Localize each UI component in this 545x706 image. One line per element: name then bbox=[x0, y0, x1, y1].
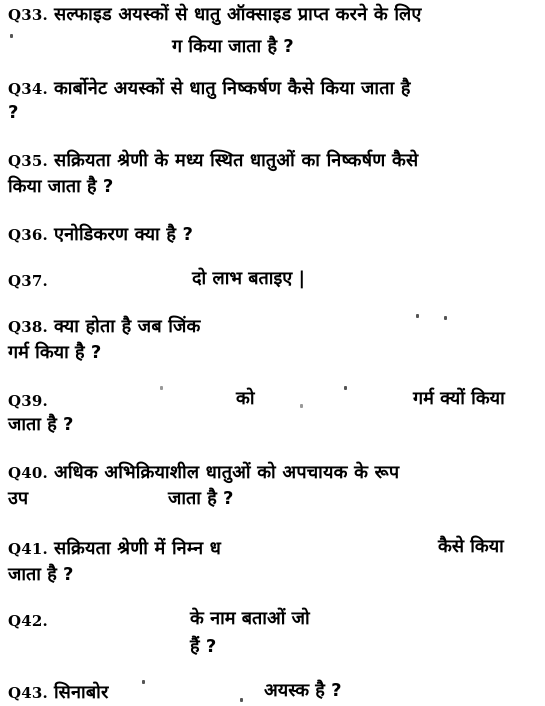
scan-artifact bbox=[444, 316, 447, 320]
question-q39 bbox=[8, 390, 54, 412]
question-q37 bbox=[8, 270, 54, 292]
question-q37-text: दो लाभ बताइए | bbox=[192, 268, 306, 289]
question-q38-line2: गर्म किया है ? bbox=[8, 342, 102, 363]
question-number: Q33. bbox=[8, 6, 48, 24]
question-q34-line2: ? bbox=[8, 102, 19, 123]
question-number: Q37. bbox=[8, 272, 48, 290]
question-q43-fragment: अयस्क है ? bbox=[264, 680, 342, 701]
question-q39-fragment-1: को bbox=[236, 388, 255, 409]
question-q41-line2: जाता है ? bbox=[8, 564, 74, 585]
question-q40 bbox=[8, 462, 399, 484]
question-number: Q43. bbox=[8, 684, 48, 702]
question-q40-fragment-1: उप bbox=[8, 488, 29, 509]
question-q42-text: के नाम बताओं जो bbox=[190, 608, 310, 629]
question-text: सक्रियता श्रेणी के मध्य स्थित धातुओं का निष्कर्षण कैसे bbox=[53, 150, 419, 171]
question-text: कार्बोनेट अयस्कों से धातु निष्कर्षण कैसे किया जाता है bbox=[53, 78, 411, 99]
question-q33-line2: ग किया जाता है ? bbox=[172, 36, 294, 57]
question-q33 bbox=[8, 4, 422, 26]
scan-artifact bbox=[300, 404, 303, 408]
scan-artifact bbox=[240, 698, 243, 702]
question-text: सक्रियता श्रेणी में निम्न ध bbox=[53, 538, 222, 559]
question-number: Q34. bbox=[8, 80, 48, 98]
question-q40-fragment-2: जाता है ? bbox=[168, 488, 234, 509]
question-q38 bbox=[8, 316, 201, 338]
question-text: अधिक अभिक्रियाशील धातुओं को अपचायक के रूप bbox=[53, 462, 400, 483]
question-number: Q40. bbox=[8, 464, 48, 482]
question-number: Q38. bbox=[8, 318, 48, 336]
question-q35-line2: किया जाता है ? bbox=[8, 176, 114, 197]
question-q35 bbox=[8, 150, 418, 172]
question-q41 bbox=[8, 538, 221, 560]
question-q39-line2: जाता है ? bbox=[8, 414, 74, 435]
question-q42 bbox=[8, 610, 54, 632]
question-number: Q39. bbox=[8, 392, 48, 410]
scan-artifact bbox=[10, 34, 13, 38]
question-number: Q35. bbox=[8, 152, 48, 170]
question-q39-fragment-2: गर्म क्यों किया bbox=[413, 388, 505, 409]
question-q36 bbox=[8, 224, 193, 246]
question-q34 bbox=[8, 78, 411, 100]
scan-artifact bbox=[160, 386, 163, 390]
question-text: सिनाबोर bbox=[53, 682, 109, 703]
question-number: Q41. bbox=[8, 540, 48, 558]
question-number: Q42. bbox=[8, 612, 48, 630]
question-q41-fragment: कैसे किया bbox=[438, 536, 504, 557]
question-q42-line2: हैं ? bbox=[190, 636, 217, 657]
scan-artifact bbox=[416, 314, 419, 318]
scan-artifact bbox=[142, 680, 145, 684]
question-number: Q36. bbox=[8, 226, 48, 244]
question-text: सल्फाइड अयस्कों से धातु ऑक्साइड प्राप्त करने के लिए bbox=[53, 4, 422, 25]
question-q43 bbox=[8, 682, 109, 704]
question-text: क्या होता है जब जिंक bbox=[53, 316, 201, 337]
scan-artifact bbox=[344, 386, 347, 390]
question-text: एनोडिकरण क्या है ? bbox=[53, 224, 194, 245]
